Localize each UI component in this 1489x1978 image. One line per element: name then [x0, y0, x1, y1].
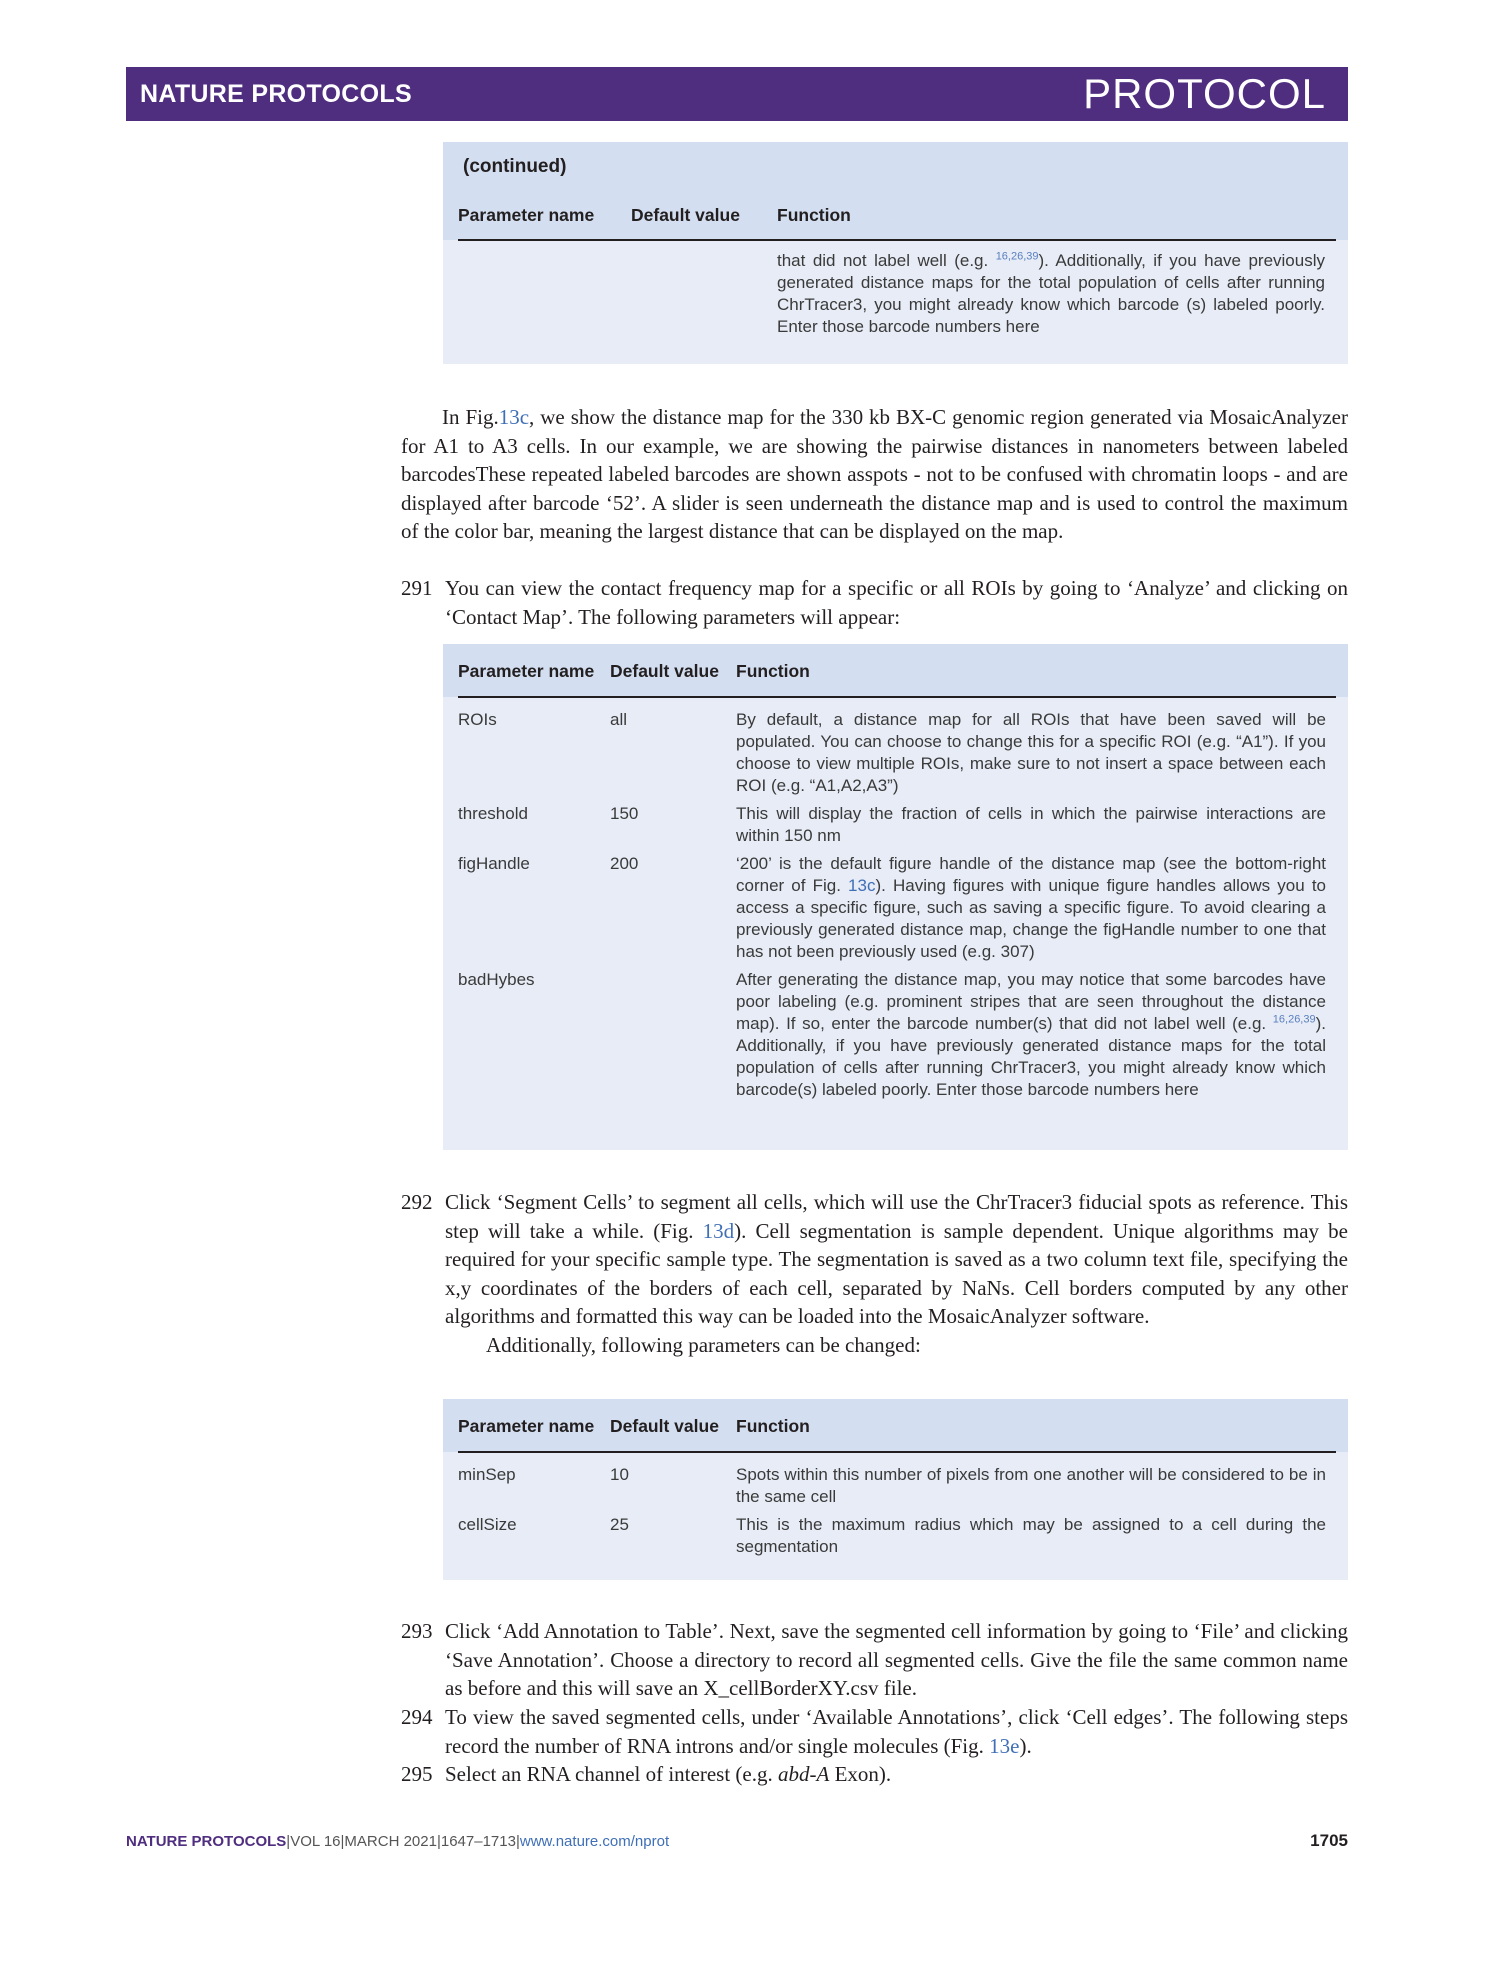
param-name: minSep: [458, 1465, 516, 1484]
param-default: 25: [610, 1515, 629, 1534]
step-293: [401, 1617, 1348, 1703]
col-header-function: Function: [736, 1416, 810, 1436]
step-number: 293: [401, 1619, 433, 1643]
step-number: 295: [401, 1762, 433, 1786]
param-function: This is the maximum radius which may be assigned to a cell during the segmentation: [736, 1515, 1326, 1556]
step-text: Click ‘Segment Cells’ to segment all cells, which will use the ChrTracer3 fiducial spots as reference. This step will take a while. (Fig. 13d). Cell segmentation is sample dependent. Unique algorithms may be required for your specific sample type. The segmentation is saved as a two column text file, specifying the x,y coordinates of the borders of each cell, separated by NaNs. Cell borders computed by any other algorithms and formatted this way can be loaded into the MosaicAnalyzer software.: [445, 1190, 1348, 1328]
params-table-contact-map: [443, 644, 1348, 1150]
col-header-default: Default value: [610, 661, 719, 681]
step-number: 294: [401, 1705, 433, 1729]
param-name: figHandle: [458, 854, 530, 873]
journal-header-bar: [126, 67, 1348, 121]
param-default: 150: [610, 804, 639, 823]
param-function: ‘200’ is the default figure handle of the distance map (see the bottom-right corner of Fig. 13c). Having figures with unique figure handles allows you to access a specific figure, such as saving a specific figure. To avoid clearing a previously generated distance map, change the figHandle number to one that has not been previously used (e.g. 307): [736, 854, 1326, 961]
param-function: After generating the distance map, you may notice that some barcodes have poor labeling (e.g. prominent stripes that are seen throughout the distance map). If so, enter the barcode number(s) that did not label well (e.g. $^{16,26,39}$). Additionally, if you have previously generated distance maps for the total population of cells after running ChrTracer3, you might already know which barcode(s) labeled poorly. Enter those barcode numbers here: [736, 970, 1326, 1099]
header-rule: [458, 239, 1336, 241]
step-292: [401, 1188, 1348, 1359]
step-text: To view the saved segmented cells, under ‘Available Annotations’, click ‘Cell edges’. The following steps record the number of RNA introns and/or single molecules (Fig. 13e).: [445, 1705, 1348, 1758]
param-name: cellSize: [458, 1515, 517, 1534]
params-table-continued: [443, 142, 1348, 364]
header-rule: [458, 696, 1336, 698]
table-continued-label: (continued): [463, 156, 567, 177]
citation-refs[interactable]: 16,26,39: [995, 250, 1039, 263]
col-header-default: Default value: [631, 205, 740, 225]
param-function: Spots within this number of pixels from one another will be considered to be in the same cell: [736, 1465, 1326, 1506]
step-291: [401, 574, 1348, 631]
step-number: 291: [401, 576, 433, 600]
figure-link[interactable]: 13e: [989, 1733, 1020, 1758]
table-cell-function: that did not label well (e.g. $^{16,26,39}$). Additionally, if you have previously generated distance maps for the total population of cells after running ChrTracer3, you might already know which barcode (s) labeled poorly. Enter those barcode numbers here: [777, 250, 1325, 336]
figure-link[interactable]: 13d: [702, 1218, 735, 1243]
journal-name: NATURE PROTOCOLS: [140, 80, 412, 108]
citation-refs[interactable]: 16,26,39: [1272, 1013, 1316, 1026]
footer-journal: NATURE PROTOCOLS: [126, 1833, 287, 1850]
param-name: threshold: [458, 804, 528, 823]
param-function: By default, a distance map for all ROIs that have been saved will be populated. You can choose to change this for a specific ROI (e.g. “A1”). If you choose to view multiple ROIs, make sure to not insert a space between each ROI (e.g. “A1,A2,A3”): [736, 710, 1326, 795]
step-294: [401, 1703, 1348, 1760]
step-additional-text: Additionally, following parameters can be changed:: [486, 1332, 921, 1357]
col-header-function: Function: [777, 205, 851, 225]
body-paragraph: In Fig.13c, we show the distance map for the 330 kb BX-C genomic region generated via MosaicAnalyzer for A1 to A3 cells. In our example, we are showing the pairwise distances in nanometers between labeled barcodesThese repeated labeled barcodes are shown asspots - not to be confused with chromatin loops - and are displayed after barcode ‘52’. A slider is seen underneath the distance map and is used to control the maximum of the color bar, meaning the largest distance that can be displayed on the map.: [401, 405, 1348, 543]
params-table-segmentation: [443, 1399, 1348, 1580]
table-header: [443, 1399, 1348, 1452]
table-header: [443, 142, 1348, 240]
step-text: Select an RNA channel of interest (e.g. abd-A Exon).: [445, 1762, 892, 1786]
param-default: 10: [610, 1465, 629, 1484]
param-name: badHybes: [458, 970, 535, 989]
footer-pages: 1647–1713: [440, 1833, 516, 1850]
page-footer: NATURE PROTOCOLS|VOL 16|MARCH 2021|1647–1713|www.nature.com/nprot: [126, 1833, 670, 1850]
col-header-default: Default value: [610, 1416, 719, 1436]
article-type: PROTOCOL: [1083, 70, 1326, 117]
param-default: 200: [610, 854, 639, 873]
param-default: all: [610, 710, 628, 729]
param-function: This will display the fraction of cells in which the pairwise interactions are within 150 nm: [736, 804, 1326, 845]
header-rule: [458, 1451, 1336, 1453]
param-name: ROIs: [458, 710, 497, 729]
table-header: [443, 644, 1348, 697]
col-header-parameter: Parameter name: [458, 205, 595, 225]
step-text: Click ‘Add Annotation to Table’. Next, save the segmented cell information by going to ‘File’ and clicking ‘Save Annotation’. Choose a directory to record all segmented cells. Give the file the same common name as before and this will save an X_cellBorderXY.csv file.: [445, 1619, 1348, 1700]
col-header-parameter: Parameter name: [458, 1416, 595, 1436]
step-number: 292: [401, 1190, 433, 1214]
col-header-function: Function: [736, 661, 810, 681]
footer-volume: VOL 16: [290, 1833, 341, 1850]
footer-url-link[interactable]: www.nature.com/nprot: [519, 1833, 670, 1850]
col-header-parameter: Parameter name: [458, 661, 595, 681]
footer-date: MARCH 2021: [344, 1833, 437, 1850]
figure-link[interactable]: 13c: [848, 876, 876, 895]
step-text: You can view the contact frequency map for a specific or all ROIs by going to ‘Analyze’ and clicking on ‘Contact Map’. The following parameters will appear:: [445, 576, 1348, 629]
page-number: 1705: [1310, 1831, 1348, 1850]
step-295: [401, 1760, 1348, 1789]
figure-link[interactable]: 13c: [498, 405, 530, 429]
